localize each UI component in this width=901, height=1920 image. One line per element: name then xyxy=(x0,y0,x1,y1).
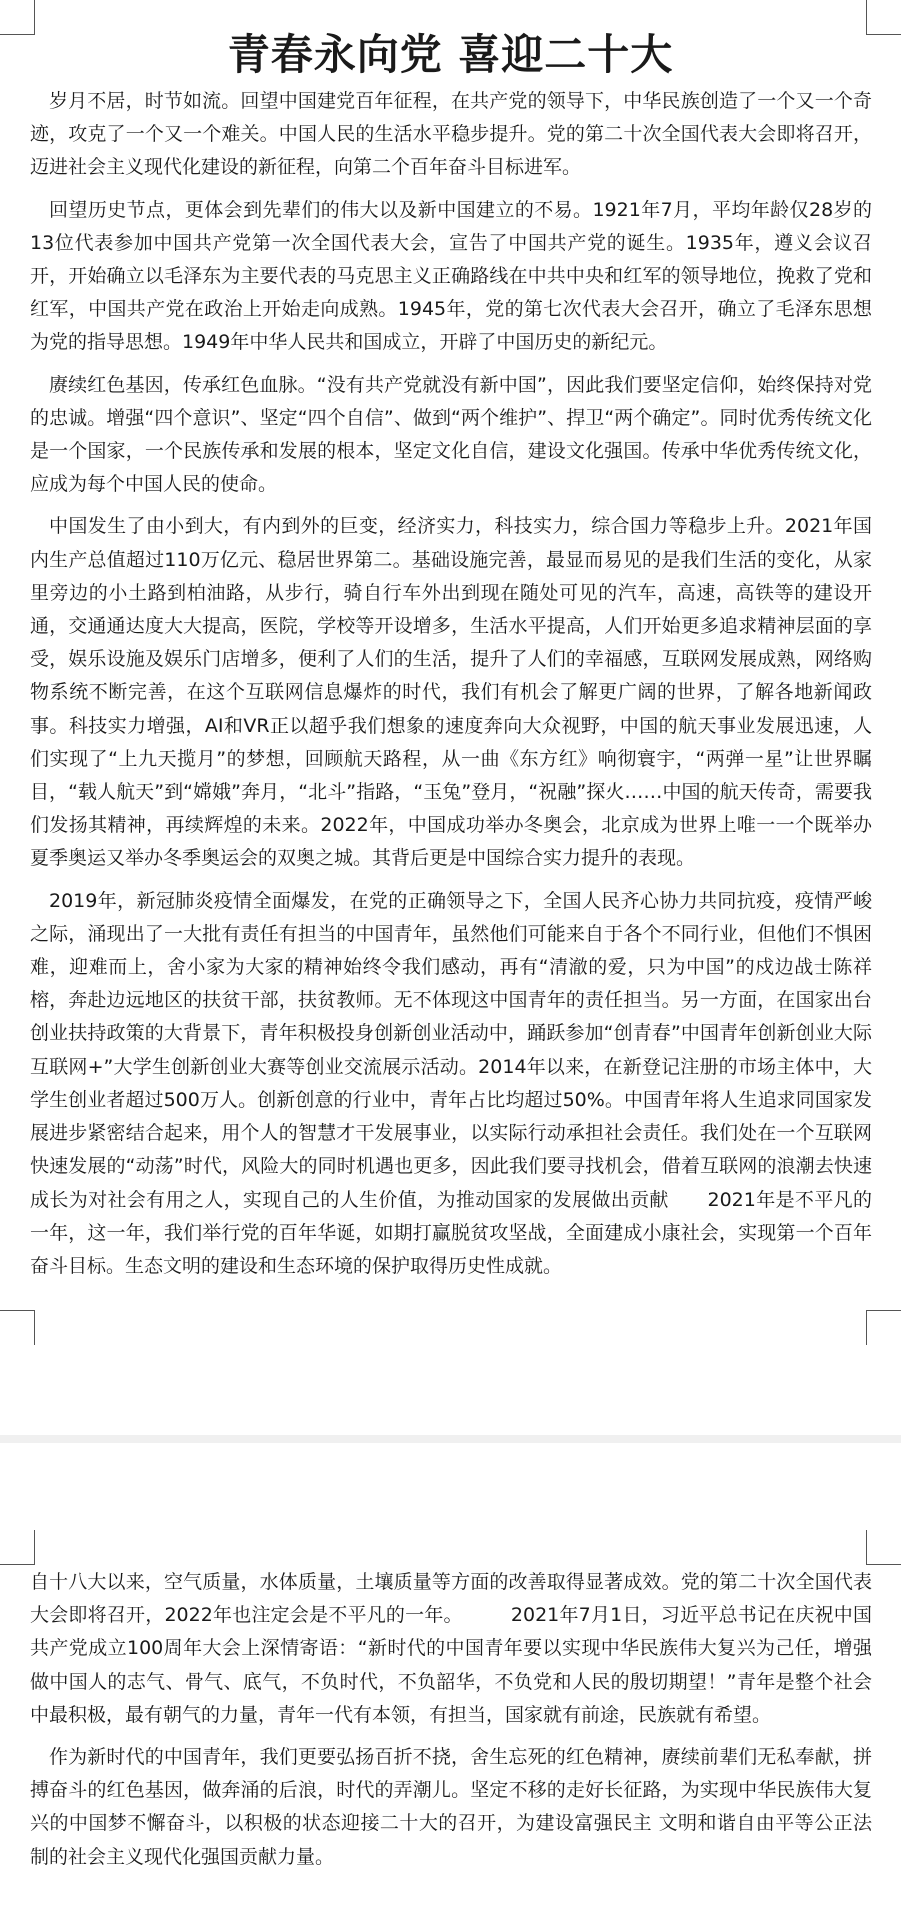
paragraph: 回望历史节点，更体会到先辈们的伟大以及新中国建立的不易。1921年7月，平均年龄仅28岁的13位代表参加中国共产党第一次全国代表大会，宣告了中国共产党的诞生。1935年，遵义会议召开，开始确立以毛泽东为主要代表的马克思主义正确路线在中共中央和红军的领导地位，挽救了党和红军，中国共产党在政治上开始走向成熟。1945年，党的第七次代表大会召开，确立了毛泽东思想为党的指导思想。1949年中华人民共和国成立，开辟了中国历史的新纪元。 xyxy=(30,198,872,354)
paragraph: 作为新时代的中国青年，我们更要弘扬百折不挠，舍生忘死的红色精神，赓续前辈们无私奉献，拼搏奋斗的红色基因，做奔涌的后浪，时代的弄潮儿。坚定不移的走好长征路，为实现中华民族伟大复兴的中国梦不懈奋斗，以积极的状态迎接二十大的召开，为建设富强民主 文明和谐自由平等公正法制的社会主义现代化强国贡献力量。 xyxy=(30,1746,872,1868)
document-title: 青春永向党 喜迎二十大 xyxy=(227,30,674,79)
page1-body xyxy=(30,85,872,1292)
page-gap xyxy=(0,1435,901,1443)
paragraph: 赓续红色基因，传承红色血脉。“没有共产党就没有新中国”，因此我们要坚定信仰，始终保持对党的忠诚。增强“四个意识”、坚定“四个自信”、做到“两个维护”、捍卫“两个确定”。同时优秀传统文化是一个国家，一个民族传承和发展的根本，坚定文化自信，建设文化强国。传承中华优秀传统文化，应成为每个中国人民的使命。 xyxy=(30,373,872,496)
page2-corner-mark-top-left xyxy=(0,1530,35,1565)
paragraph: 自十八大以来，空气质量，水体质量，土壤质量等方面的改善取得显著成效。党的第二十次全国代表大会即将召开，2022年也注定会是不平凡的一年。 2021年7月1日，习近平总书记在庆祝中国共产党成立100周年大会上深情寄语：“新时代的中国青年要以实现中华民族伟大复兴为己任，增强做中国人的志气、骨气、底气，不负时代，不负韶华，不负党和人民的殷切期望！”青年是整个社会中最积极，最有朝气的力量，青年一代有本领，有担当，国家就有前途，民族就有希望。 xyxy=(30,1571,872,1726)
page2-corner-mark-top-right xyxy=(866,1530,901,1565)
corner-mark-bottom-right xyxy=(866,1310,901,1345)
page2-body xyxy=(30,1566,872,1883)
paragraph: 中国发生了由小到大，有内到外的巨变，经济实力，科技实力，综合国力等稳步上升。2021年国内生产总值超过110万亿元、稳居世界第二。基础设施完善，最显而易见的是我们生活的变化，从家里旁边的小土路到柏油路，从步行，骑自行车外出到现在随处可见的汽车，高速，高铁等的建设开通，交通通达度大大提高，医院，学校等开设增多，生活水平提高，人们开始更多追求精神层面的享受，娱乐设施及娱乐门店增多，便利了人们的生活，提升了人们的幸福感，互联网发展成熟，网络购物系统不断完善，在这个互联网信息爆炸的时代，我们有机会了解更广阔的世界，了解各地新闻政事。科技实力增强，AI和VR正以超乎我们想象的速度奔向大众视野，中国的航天事业发展迅速，人们实现了“上九天揽月”的梦想，回顾航天路程，从一曲《东方红》响彻寰宇，“两弹一星”让世界瞩目，“载人航天”到“嫦娥”奔月，“北斗”指路，“玉兔”登月，“祝融”探火……中国的航天传奇，需要我们发扬其精神，再续辉煌的未来。2022年，中国成功举办冬奥会，北京成为世界上唯一一个既举办夏季奥运又举办冬季奥运会的双奥之城。其背后更是中国综合实力提升的表现。 xyxy=(30,515,872,870)
corner-mark-bottom-left xyxy=(0,1310,35,1345)
paragraph: 岁月不居，时节如流。回望中国建党百年征程，在共产党的领导下，中华民族创造了一个又一个奇迹，攻克了一个又一个难关。中国人民的生活水平稳步提升。党的第二十次全国代表大会即将召开，迈进社会主义现代化建设的新征程，向第二个百年奋斗目标进军。 xyxy=(30,90,872,179)
paragraph: 2019年，新冠肺炎疫情全面爆发，在党的正确领导之下，全国人民齐心协力共同抗疫，疫情严峻之际，涌现出了一大批有责任有担当的中国青年，虽然他们可能来自于各个不同行业，但他们不惧困难，迎难而上，舍小家为大家的精神始终令我们感动，再有“清澈的爱，只为中国”的戍边战士陈祥榕，奔赴边远地区的扶贫干部，扶贫教师。无不体现这中国青年的责任担当。另一方面，在国家出台创业扶持政策的大背景下，青年积极投身创新创业活动中，踊跃参加“创青春”中国青年创新创业大际互联网+”大学生创新创业大赛等创业交流展示活动。2014年以来，在新登记注册的市场主体中，大学生创业者超过500万人。创新创意的行业中，青年占比均超过50%。中国青年将人生追求同国家发展进步紧密结合起来，用个人的智慧才干发展事业，以实际行动承担社会责任。我们处在一个互联网快速发展的“动荡”时代，风险大的同时机遇也更多，因此我们要寻找机会，借着互联网的浪潮去快速成长为对社会有用之人，实现自己的人生价值，为推动国家的发展做出贡献 2021年是不平凡的一年，这一年，我们举行党的百年华诞，如期打赢脱贫攻坚战，全面建成小康社会，实现第一个百年奋斗目标。生态文明的建设和生态环境的保护取得历史性成就。 xyxy=(30,889,872,1277)
